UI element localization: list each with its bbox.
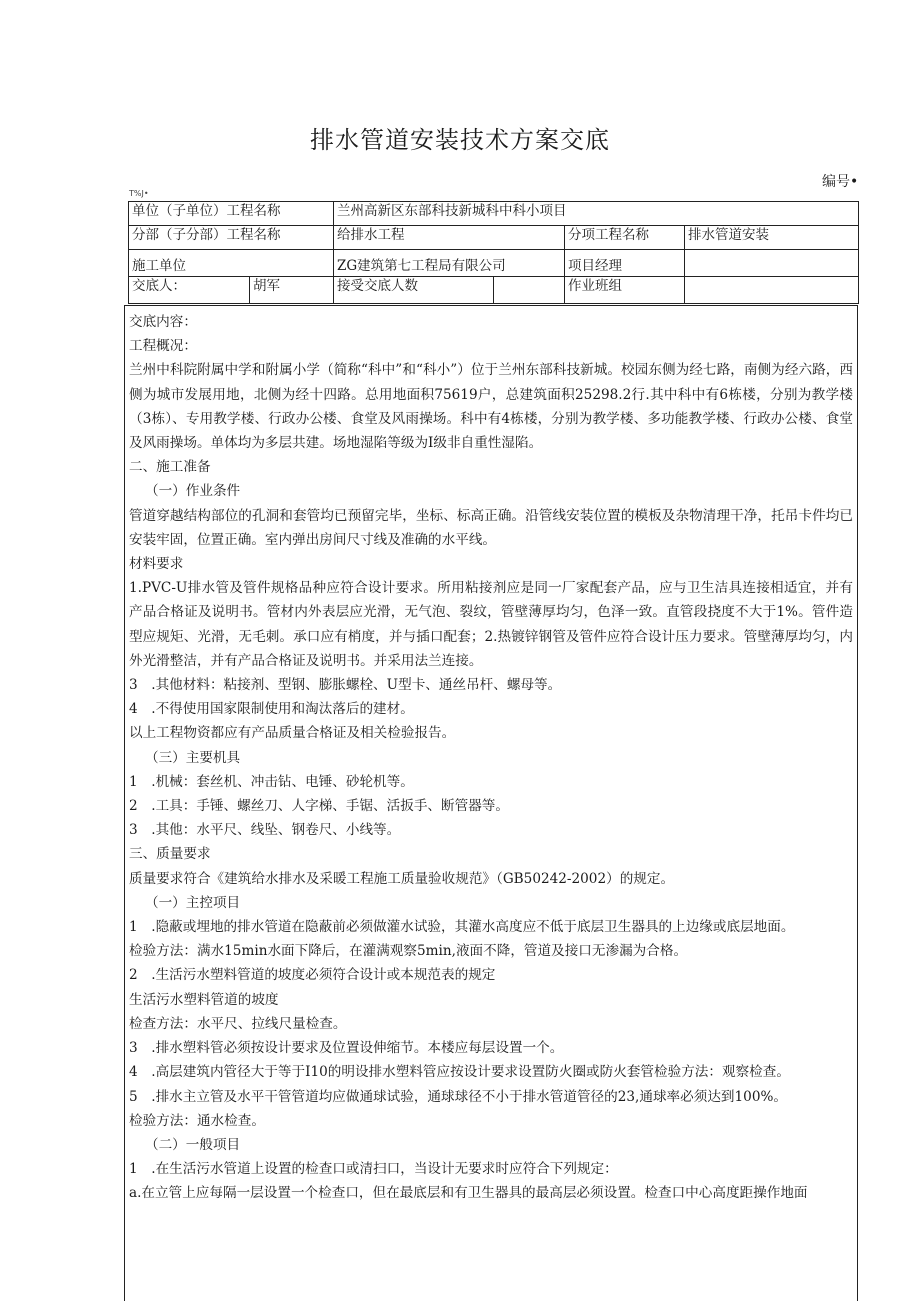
- briefer-label: 交底人：: [129, 277, 250, 304]
- work-team-label: 作业班组: [565, 277, 685, 304]
- construction-unit-value: ZG建筑第七工程局有限公司: [334, 250, 565, 277]
- project-info-table: [128, 201, 859, 304]
- list-item: 3 .排水塑料管必须按设计要求及位置设伸缩节。本楼应每层设置一个。: [129, 1040, 564, 1057]
- section-heading: 三、质量要求: [129, 846, 211, 863]
- list-item: 4 .高层建筑内管径大于等于I10的明设排水塑料管应按设计要求设置防火圈或防火套管检验方法：观察检查。: [129, 1064, 790, 1081]
- project-manager-label: 项目经理: [565, 250, 685, 277]
- subsection-heading: （二）一般项目: [145, 1136, 241, 1153]
- briefing-content: [125, 306, 857, 1206]
- subitem-project-name-value: 排水管道安装: [685, 226, 859, 250]
- division-project-name-value: 给排水工程: [334, 226, 565, 250]
- list-item: 2 .工具：手锤、螺丝刀、人字梯、手锯、活扳手、断管器等。: [129, 798, 509, 815]
- paragraph: 质量要求符合《建筑给水排水及采暖工程施工质量验收规范》（GB50242-2002）的规定。: [129, 870, 675, 887]
- recipients-count-value: [494, 277, 565, 304]
- subsection-heading: （一）主控项目: [145, 894, 241, 911]
- list-item: 3 .其他：水平尺、线坠、钢卷尺、小线等。: [129, 822, 401, 839]
- paragraph: 管道穿越结构部位的孔洞和套管均已预留完毕，坐标、标高正确。沿管线安装位置的模板及杂物清理干净，托吊卡件均已安装牢固，位置正确。室内弹出房间尺寸线及准确的水平线。: [129, 507, 853, 548]
- briefer-value: 胡军: [250, 277, 334, 304]
- recipients-count-label: 接受交底人数: [334, 277, 494, 304]
- subsection-heading: （三）主要机具: [145, 749, 241, 766]
- table-row: [129, 250, 859, 277]
- work-team-value: [685, 277, 859, 304]
- list-item: 5 .排水主立管及水平干管管道均应做通球试验，通球球径不小于排水管道管径的23,通球率必须达到100%。: [129, 1088, 787, 1105]
- list-item: 1 .隐蔽或埋地的排水管道在隐蔽前必须做灌水试验，其灌水高度应不低于底层卫生器具的上边缘或底层地面。: [129, 919, 795, 936]
- section-heading: 二、施工准备: [129, 459, 211, 476]
- unit-project-name-label: 单位（子单位）工程名称: [129, 202, 334, 226]
- project-manager-value: [685, 250, 859, 277]
- paragraph: 生活污水塑料管道的坡度: [129, 991, 279, 1008]
- subsection-heading: （一）作业条件: [145, 483, 241, 500]
- paragraph: 检验方法：通水检查。: [129, 1112, 265, 1129]
- document-number-label: 编号•: [822, 174, 859, 190]
- list-item: 2 .生活污水塑料管道的坡度必须符合设计或本规范表的规定: [129, 967, 496, 984]
- paragraph: 兰州中科院附属中学和附属小学（简称“科中”和“科小”）位于兰州东部科技新城。校园东侧为经七路，南侧为经六路，西侧为城市发展用地，北侧为经十四路。总用地面积75619户，总建筑面积25298.2行.其中科中有6栋楼，分别为教学楼（3栋）、专用教学楼、行政办公楼、食堂及风雨操场。科中有4栋楼，分别为教学楼、多功能教学楼、行政办公楼、食堂及风雨操场。单体均为多层共建。场地湿陷等级为I级非自重性湿陷。: [129, 362, 853, 452]
- paragraph: 检验方法：满水15min水面下降后，在灌满观察5min,液面不降，管道及接口无渗漏为合格。: [129, 943, 688, 960]
- paragraph: 检查方法：水平尺、拉线尺量检查。: [129, 1015, 347, 1032]
- table-row: [129, 277, 859, 304]
- paragraph: a.在立管上应每隔一层设置一个检查口，但在最底层和有卫生器具的最高层必须设置。检查口中心高度距操作地面: [129, 1185, 808, 1202]
- document-title: 排水管道安装技术方案交底: [310, 126, 610, 154]
- subitem-project-name-label: 分项工程名称: [565, 226, 685, 250]
- list-item: 3 .其他材料：粘接剂、型钢、膨胀螺栓、U型卡、通丝吊杆、螺母等。: [129, 677, 562, 694]
- table-row: [129, 202, 859, 226]
- list-item: 1 .机械：套丝机、冲击钻、电锤、砂轮机等。: [129, 773, 414, 790]
- unit-project-name-value: 兰州高新区东部科技新城科中科小项目: [334, 202, 859, 226]
- division-project-name-label: 分部（子分部）工程名称: [129, 226, 334, 250]
- list-item: 4 .不得使用国家限制使用和淘汰落后的建材。: [129, 701, 414, 718]
- paragraph: 1.PVC-U排水管及管件规格品种应符合设计要求。所用粘接剂应是同一厂家配套产品，应与卫生洁具连接相适宜，并有产品合格证及说明书。管材内外表层应光滑，无气泡、裂纹，管壁薄厚均匀，色泽一致。直管段挠度不大于1%。管件造型应规矩、光滑，无毛刺。承口应有梢度，并与插口配套；2.热镀锌钢管及管件应符合设计压力要求。管壁薄厚均匀，内外光滑整洁，并有产品合格证及说明书。并采用法兰连接。: [129, 580, 853, 669]
- section-heading: 材料要求: [129, 556, 184, 573]
- paragraph: 以上工程物资都应有产品质量合格证及相关检验报告。: [129, 725, 456, 742]
- construction-unit-label: 施工单位: [129, 250, 334, 277]
- section-heading: 工程概况：: [129, 338, 197, 355]
- table-row: [129, 226, 859, 250]
- content-heading: 交底内容：: [129, 314, 197, 330]
- briefing-content-box: [124, 305, 858, 1301]
- list-item: 1 .在生活污水管道上设置的检查口或清扫口，当设计无要求时应符合下列规定：: [129, 1161, 618, 1178]
- stamp-mark: T%J•: [129, 189, 149, 198]
